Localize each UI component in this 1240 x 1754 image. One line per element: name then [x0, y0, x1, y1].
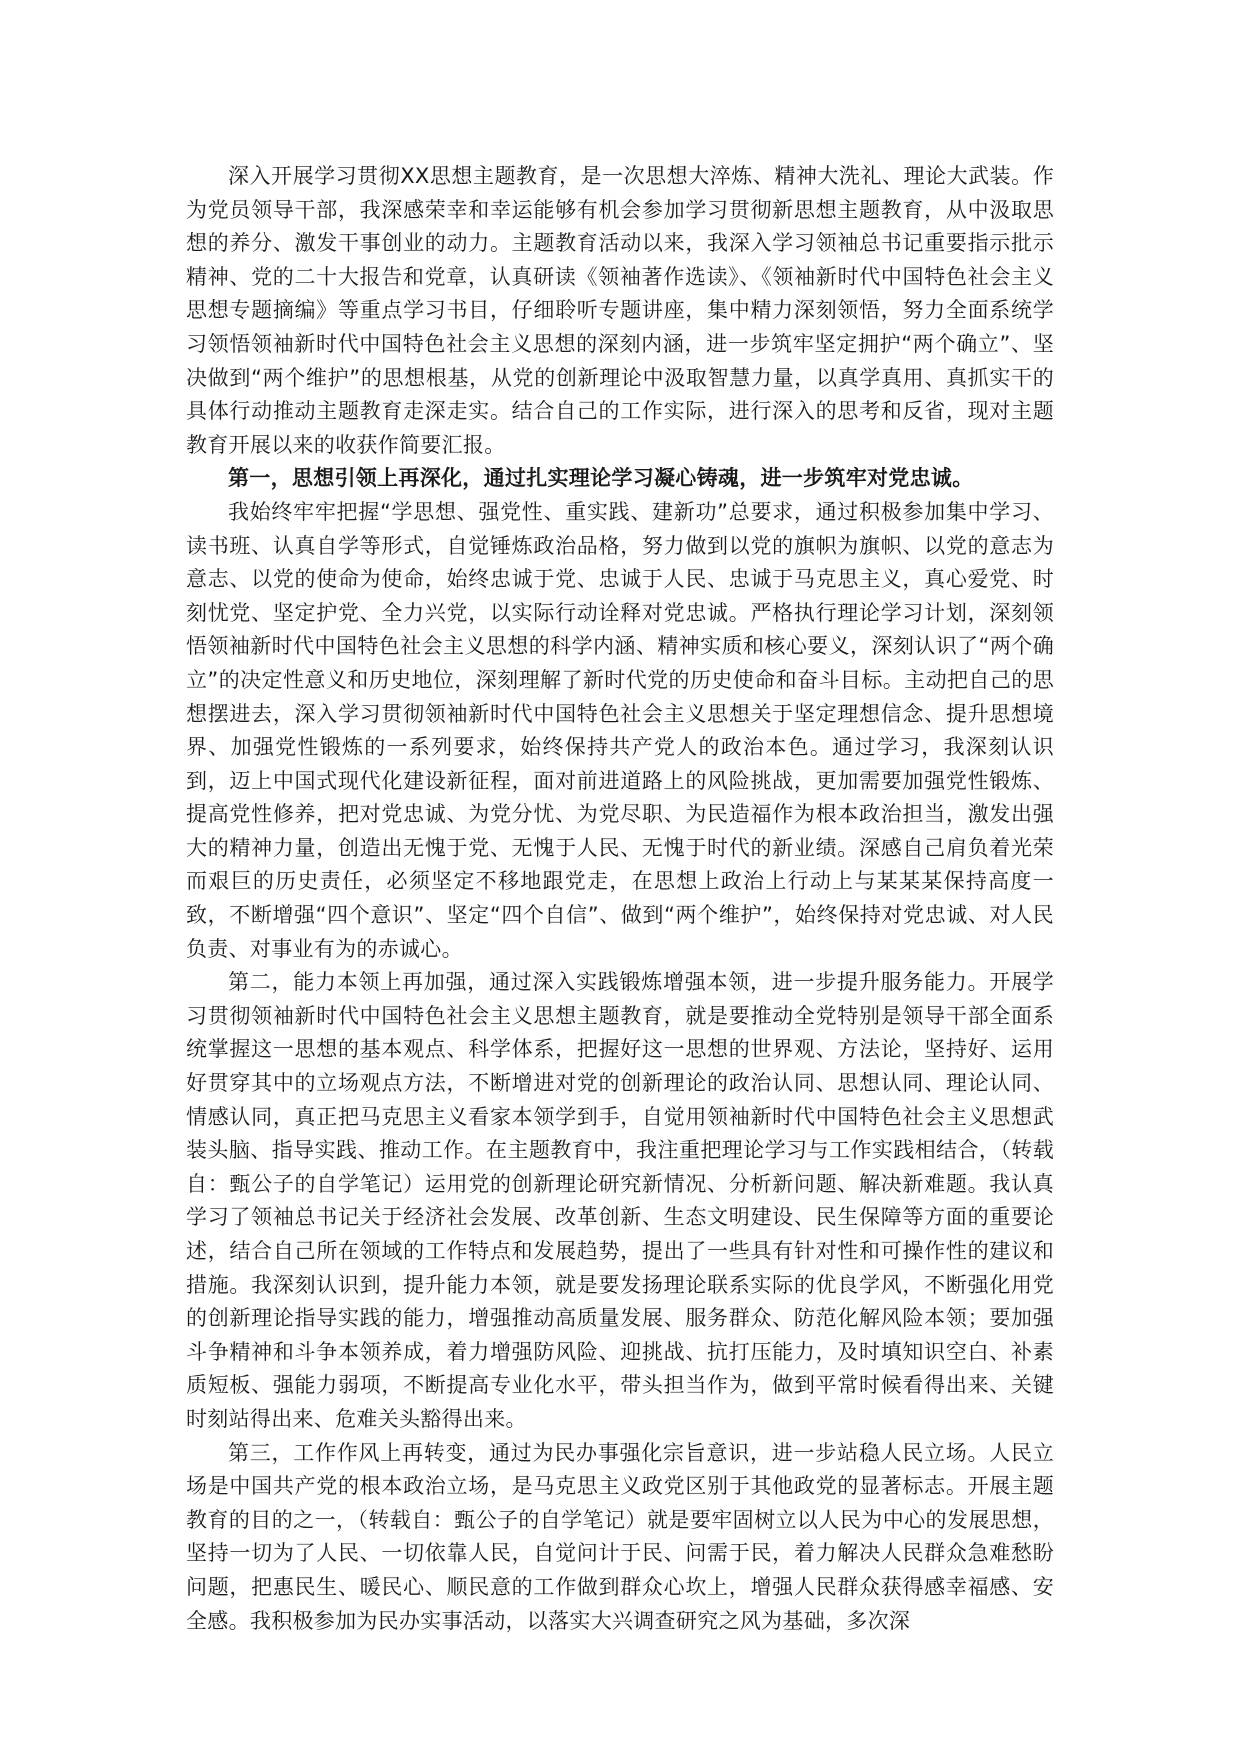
- section-three-paragraph: 第三，工作作风上再转变，通过为民办事强化宗旨意识，进一步站稳人民立场。人民立场是中国共产党的根本政治立场，是马克思主义政党区别于其他政党的显著标志。开展主题教育的目的之一，（转载自：甄公子的自学笔记）就是要牢固树立以人民为中心的发展思想，坚持一切为了人民、一切依靠人民，自觉问计于民、问需于民，着力解决人民群众急难愁盼问题，把惠民生、暖民心、顺民意的工作做到群众心坎上，增强人民群众获得感幸福感、安全感。我积极参加为民办实事活动，以落实大兴调查研究之风为基础，多次深: [186, 1440, 1054, 1633]
- intro-paragraph: 深入开展学习贯彻XX思想主题教育，是一次思想大淬炼、精神大洗礼、理论大武装。作为党员领导干部，我深感荣幸和幸运能够有机会参加学习贯彻新思想主题教育，从中汲取思想的养分、激发干事创业的动力。主题教育活动以来，我深入学习领袖总书记重要指示批示精神、党的二十大报告和党章，认真研读《领袖著作选读》、《领袖新时代中国特色社会主义思想专题摘编》等重点学习书目，仔细聆听专题讲座，集中精力深刻领悟，努力全面系统学习领悟领袖新时代中国特色社会主义思想的深刻内涵，进一步筑牢坚定拥护“两个确立”、坚决做到“两个维护”的思想根基，从党的创新理论中汲取智慧力量，以真学真用、真抓实干的具体行动推动主题教育走深走实。结合自己的工作实际，进行深入的思考和反省，现对主题教育开展以来的收获作简要汇报。: [186, 164, 1054, 457]
- document-page: [186, 160, 1054, 1638]
- section-one-heading: 第一，思想引领上再深化，通过扎实理论学习凝心铸魂，进一步筑牢对党忠诚。: [228, 466, 974, 491]
- section-one-paragraph: 我始终牢牢把握“学思想、强党性、重实践、建新功”总要求，通过积极参加集中学习、读书班、认真自学等形式，自觉锤炼政治品格，努力做到以党的旗帜为旗帜、以党的意志为意志、以党的使命为使命，始终忠诚于党、忠诚于人民、忠诚于马克思主义，真心爱党、时刻忧党、坚定护党、全力兴党，以实际行动诠释对党忠诚。严格执行理论学习计划，深刻领悟领袖新时代中国特色社会主义思想的科学内涵、精神实质和核心要义，深刻认识了“两个确立”的决定性意义和历史地位，深刻理解了新时代党的历史使命和奋斗目标。主动把自己的思想摆进去，深入学习贯彻领袖新时代中国特色社会主义思想关于坚定理想信念、提升思想境界、加强党性锻炼的一系列要求，始终保持共产党人的政治本色。通过学习，我深刻认识到，迈上中国式现代化建设新征程，面对前进道路上的风险挑战，更加需要加强党性锻炼、提高党性修养，把对党忠诚、为党分忧、为党尽职、为民造福作为根本政治担当，激发出强大的精神力量，创造出无愧于党、无愧于人民、无愧于时代的新业绩。深感自己肩负着光荣而艰巨的历史责任，必须坚定不移地跟党走，在思想上政治上行动上与某某某保持高度一致，不断增强“四个意识”、坚定“四个自信”、做到“两个维护”，始终保持对党忠诚、对人民负责、对事业有为的赤诚心。: [186, 499, 1054, 961]
- section-two-paragraph: 第二，能力本领上再加强，通过深入实践锻炼增强本领，进一步提升服务能力。开展学习贯彻领袖新时代中国特色社会主义思想主题教育，就是要推动全党特别是领导干部全面系统掌握这一思想的基本观点、科学体系，把握好这一思想的世界观、方法论，坚持好、运用好贯穿其中的立场观点方法，不断增进对党的创新理论的政治认同、思想认同、理论认同、情感认同，真正把马克思主义看家本领学到手，自觉用领袖新时代中国特色社会主义思想武装头脑、指导实践、推动工作。在主题教育中，我注重把理论学习与工作实践相结合，（转载自：甄公子的自学笔记）运用党的创新理论研究新情况、分析新问题、解决新难题。我认真学习了领袖总书记关于经济社会发展、改革创新、生态文明建设、民生保障等方面的重要论述，结合自己所在领域的工作特点和发展趋势，提出了一些具有针对性和可操作性的建议和措施。我深刻认识到，提升能力本领，就是要发扬理论联系实际的优良学风，不断强化用党的创新理论指导实践的能力，增强推动高质量发展、服务群众、防范化解风险本领；要加强斗争精神和斗争本领养成，着力增强防风险、迎挑战、抗打压能力，及时填知识空白、补素质短板、强能力弱项，不断提高专业化水平，带头担当作为，做到平常时候看得出来、关键时刻站得出来、危难关头豁得出来。: [186, 970, 1054, 1431]
